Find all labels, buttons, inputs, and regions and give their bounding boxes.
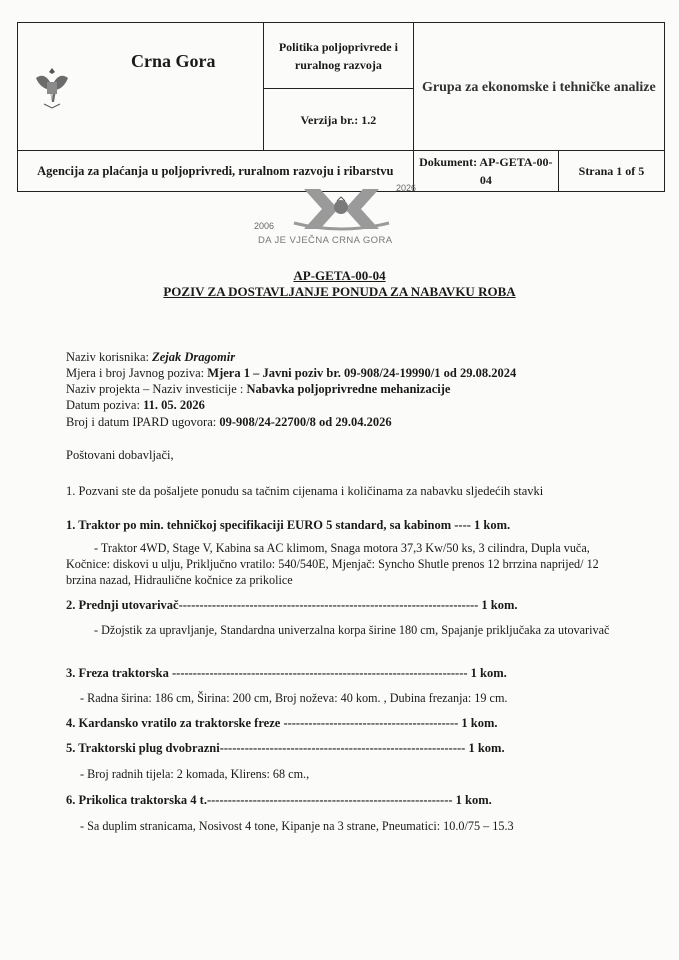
policy-cell xyxy=(264,23,414,89)
item-title: 2. Prednji utovarivač------------------------------------------------------------------------ 1 kom. xyxy=(66,598,518,612)
item-desc: - Traktor 4WD, Stage V, Kabina sa AC klimom, Snaga motora 37,3 Kw/50 ks, 3 cilindra, Dupla vuča, Kočnice: diskovi u ulju, Priključno vratilo: 540/540E, Mjenjač: Syncho Shutle prenos 12 brrzina naprijed/ 12 brzina nazad, Hidraulične kočnice za prikolice xyxy=(66,541,599,587)
agency-text: Agencija za plaćanja u poljoprivredi, ruralnom razvoju i ribarstvu xyxy=(37,164,394,178)
year-start: 2006 xyxy=(254,221,275,231)
document-text: Dokument: AP-GETA-00-04 xyxy=(419,155,553,187)
doc-title: POZIV ZA DOSTAVLJANJE PONUDA ZA NABAVKU ROBA xyxy=(163,284,516,299)
contract-label: Broj i datum IPARD ugovora: xyxy=(66,415,220,429)
item-desc: - Džojstik za upravljanje, Standardna univerzalna korpa širine 180 cm, Spajanje priključaka za utovarivač xyxy=(94,623,610,637)
item-title: 5. Traktorski plug dvobrazni----------------------------------------------------------- 1 kom. xyxy=(66,741,505,755)
item-title: 1. Traktor po min. tehničkoj specifikaciji EURO 5 standard, sa kabinom ---- 1 kom. xyxy=(66,518,511,532)
measure-label: Mjera i broj Javnog poziva: xyxy=(66,366,208,380)
greeting: Poštovani dobavljači, xyxy=(66,448,174,462)
doc-code: AP-GETA-00-04 xyxy=(293,268,386,283)
version-text: Verzija br.: 1.2 xyxy=(300,112,377,127)
group-cell xyxy=(413,23,664,151)
info-measure xyxy=(66,366,516,381)
version-cell xyxy=(264,89,414,151)
user-label: Naziv korisnika: xyxy=(66,350,153,364)
date-value: 11. 05. 2026 xyxy=(143,398,205,412)
header-country-cell xyxy=(18,23,264,151)
page-text: Strana 1 of 5 xyxy=(578,164,645,178)
info-user xyxy=(66,350,235,365)
measure-value: Mjera 1 – Javni poziv br. 09-908/24-19990/1 od 29.08.2024 xyxy=(207,366,517,380)
item-desc: - Radna širina: 186 cm, Širina: 200 cm, Broj noževa: 40 kom. , Dubina frezanja: 19 cm. xyxy=(80,691,508,705)
info-contract xyxy=(66,415,392,430)
date-label: Datum poziva: xyxy=(66,398,144,412)
info-date xyxy=(66,398,205,413)
item-title: 6. Prikolica traktorska 4 t.----------------------------------------------------------- 1 kom. xyxy=(66,793,492,807)
info-project xyxy=(66,382,450,397)
coat-of-arms-icon xyxy=(32,64,72,110)
logo-slogan: DA JE VJEČNA CRNA GORA xyxy=(258,235,393,246)
project-value: Nabavka poljoprivredne mehanizacije xyxy=(246,382,451,396)
header-table xyxy=(17,22,665,187)
item-desc: - Sa duplim stranicama, Nosivost 4 tone, Kipanje na 3 strane, Pneumatici: 10.0/75 – 15.3 xyxy=(80,819,514,833)
year-end: 2026 xyxy=(396,183,417,193)
item-title: 3. Freza traktorska ----------------------------------------------------------------------- 1 kom. xyxy=(66,666,507,680)
intro-text: 1. Pozvani ste da pošaljete ponudu sa tačnim cijenama i količinama za nabavku sljedećih stavki xyxy=(66,484,544,498)
contract-value: 09-908/24-22700/8 od 29.04.2026 xyxy=(219,415,392,429)
item-title: 4. Kardansko vratilo za traktorske freze ------------------------------------------ 1 kom. xyxy=(66,716,498,730)
policy-text: Politika poljoprivrede i ruralnog razvoja xyxy=(278,39,398,72)
document-cell xyxy=(413,151,558,192)
country-name: Crna Gora xyxy=(131,51,216,71)
user-value: Zejak Dragomir xyxy=(152,350,236,364)
item-desc: - Broj radnih tijela: 2 komada, Klirens: 68 cm., xyxy=(80,767,310,781)
project-label: Naziv projekta – Naziv investicije : xyxy=(66,382,247,396)
group-text: Grupa za ekonomske i tehničke analize xyxy=(421,79,656,95)
page-cell xyxy=(558,151,664,192)
anniversary-logo xyxy=(254,183,429,249)
